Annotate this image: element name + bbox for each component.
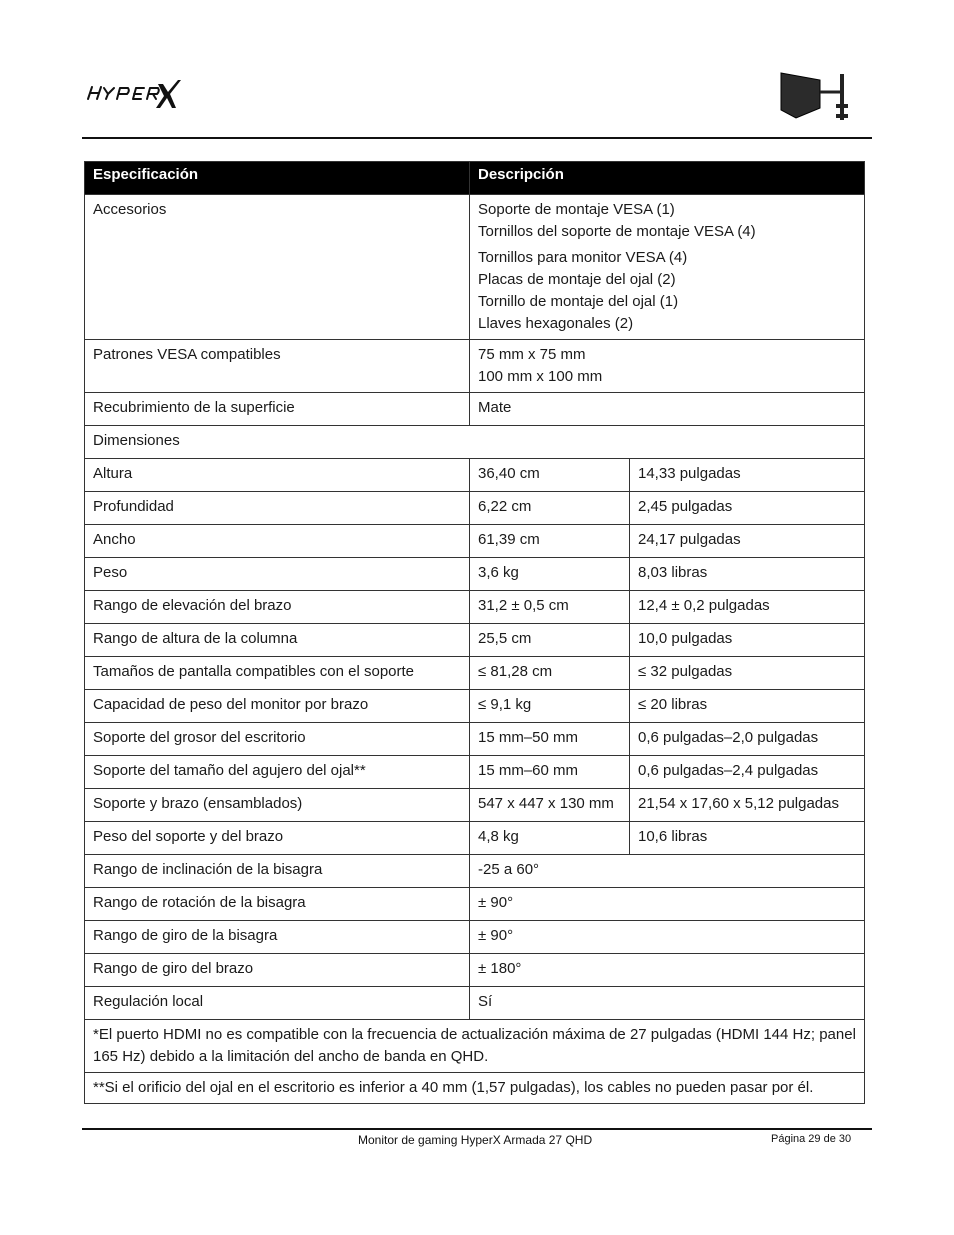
row-label: Regulación local (85, 987, 470, 1020)
table-row (85, 756, 865, 789)
table-row-footnote (85, 1073, 865, 1104)
imperial-value: ≤ 32 pulgadas (630, 657, 865, 690)
list-item: Placas de montaje del ojal (2) (478, 271, 676, 288)
imperial-value: 10,0 pulgadas (630, 624, 865, 657)
row-label: Soporte del tamaño del agujero del ojal** (85, 756, 470, 789)
row-label: Rango de elevación del brazo (85, 591, 470, 624)
imperial-value: 0,6 pulgadas–2,4 pulgadas (630, 756, 865, 789)
table-row (85, 921, 865, 954)
hyperx-logo-icon (84, 78, 184, 112)
table-row (85, 822, 865, 855)
metric-value: 36,40 cm (470, 459, 630, 492)
table-row-dimensions-heading (85, 426, 865, 459)
monitor-arm-icon (778, 70, 852, 124)
metric-value: 547 x 447 x 130 mm (470, 789, 630, 822)
list-item: Tornillo de montaje del ojal (1) (478, 293, 679, 310)
table-row (85, 492, 865, 525)
table-row (85, 591, 865, 624)
table-row (85, 525, 865, 558)
list-item: 75 mm x 75 mm (478, 346, 586, 363)
accessories-list (470, 195, 865, 340)
table-row (85, 888, 865, 921)
imperial-value: 2,45 pulgadas (630, 492, 865, 525)
header-specification: Especificación (85, 162, 470, 195)
imperial-value: ≤ 20 libras (630, 690, 865, 723)
row-label: Peso del soporte y del brazo (85, 822, 470, 855)
row-label: Ancho (85, 525, 470, 558)
table-row (85, 855, 865, 888)
vesa-list (470, 340, 865, 393)
table-header-row (85, 162, 865, 195)
metric-value: 25,5 cm (470, 624, 630, 657)
metric-value: ≤ 81,28 cm (470, 657, 630, 690)
row-label: Tamaños de pantalla compatibles con el soporte (85, 657, 470, 690)
imperial-value: 14,33 pulgadas (630, 459, 865, 492)
row-label: Rango de altura de la columna (85, 624, 470, 657)
row-label: Rango de giro del brazo (85, 954, 470, 987)
row-value: ± 90° (470, 888, 865, 921)
metric-value: 61,39 cm (470, 525, 630, 558)
section-heading: Dimensiones (85, 426, 865, 459)
row-label: Peso (85, 558, 470, 591)
row-value: ± 180° (470, 954, 865, 987)
row-label: Profundidad (85, 492, 470, 525)
row-label: Rango de rotación de la bisagra (85, 888, 470, 921)
imperial-value: 8,03 libras (630, 558, 865, 591)
table-row (85, 657, 865, 690)
row-value: Mate (470, 393, 865, 426)
row-label: Altura (85, 459, 470, 492)
row-value: -25 a 60° (470, 855, 865, 888)
table-row (85, 723, 865, 756)
row-label: Rango de inclinación de la bisagra (85, 855, 470, 888)
list-item: 100 mm x 100 mm (478, 368, 603, 385)
imperial-value: 21,54 x 17,60 x 5,12 pulgadas (630, 789, 865, 822)
imperial-value: 10,6 libras (630, 822, 865, 855)
metric-value: 15 mm–60 mm (470, 756, 630, 789)
header-description: Descripción (470, 162, 865, 195)
row-value: ± 90° (470, 921, 865, 954)
table-row (85, 987, 865, 1020)
footer-page-number: Página 29 de 30 (771, 1133, 852, 1145)
row-label: Patrones VESA compatibles (85, 340, 470, 393)
metric-value: 6,22 cm (470, 492, 630, 525)
row-label: Capacidad de peso del monitor por brazo (85, 690, 470, 723)
row-value: Sí (470, 987, 865, 1020)
list-item: Soporte de montaje VESA (1) (478, 201, 675, 218)
imperial-value: 0,6 pulgadas–2,0 pulgadas (630, 723, 865, 756)
table-row-footnote (85, 1020, 865, 1073)
footnote-hdmi: *El puerto HDMI no es compatible con la frecuencia de actualización máxima de 27 pulgadas (HDMI 144 Hz; panel 165 Hz) debido a la limitación del ancho de banda en QHD. (85, 1020, 865, 1073)
imperial-value: 24,17 pulgadas (630, 525, 865, 558)
row-label: Rango de giro de la bisagra (85, 921, 470, 954)
list-item: Tornillos para monitor VESA (4) (478, 249, 688, 266)
spec-table (84, 161, 865, 1104)
metric-value: 15 mm–50 mm (470, 723, 630, 756)
header-rule (82, 137, 872, 139)
table-row (85, 789, 865, 822)
footnote-grommet: **Si el orificio del ojal en el escritorio es inferior a 40 mm (1,57 pulgadas), los cables no pueden pasar por él. (85, 1073, 865, 1104)
metric-value: 31,2 ± 0,5 cm (470, 591, 630, 624)
footer-document-title: Monitor de gaming HyperX Armada 27 QHD (358, 1133, 593, 1147)
table-row (85, 954, 865, 987)
list-item: Tornillos del soporte de montaje VESA (4) (478, 223, 756, 240)
table-row (85, 558, 865, 591)
list-item: Llaves hexagonales (2) (478, 315, 634, 332)
row-label: Recubrimiento de la superficie (85, 393, 470, 426)
row-label: Soporte del grosor del escritorio (85, 723, 470, 756)
table-row (85, 690, 865, 723)
metric-value: ≤ 9,1 kg (470, 690, 630, 723)
table-row-vesa (85, 340, 865, 393)
metric-value: 3,6 kg (470, 558, 630, 591)
imperial-value: 12,4 ± 0,2 pulgadas (630, 591, 865, 624)
table-row-surface (85, 393, 865, 426)
row-label: Accesorios (85, 195, 470, 340)
footer-rule (82, 1128, 872, 1130)
table-row-accessories (85, 195, 865, 340)
row-label: Soporte y brazo (ensamblados) (85, 789, 470, 822)
table-row (85, 624, 865, 657)
metric-value: 4,8 kg (470, 822, 630, 855)
table-row (85, 459, 865, 492)
